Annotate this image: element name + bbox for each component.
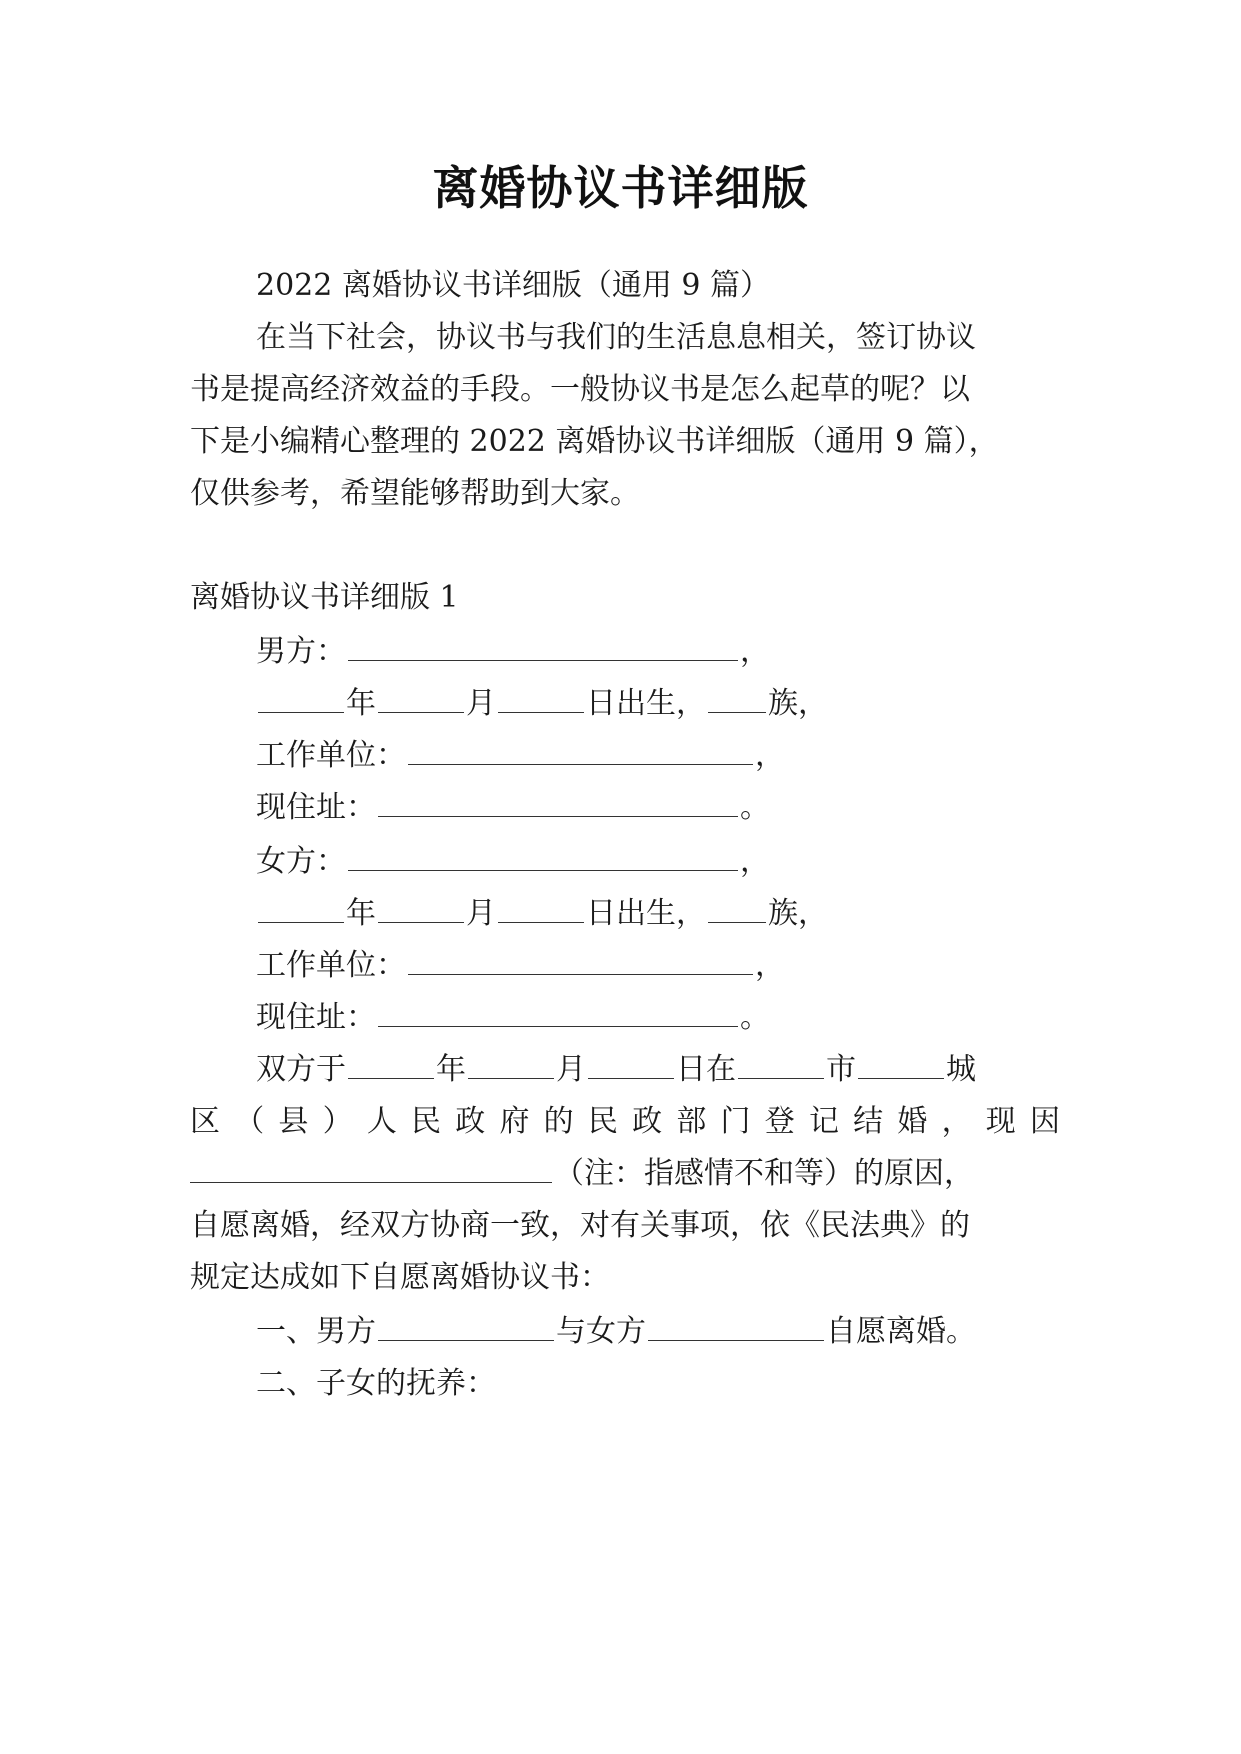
year-label: 年 <box>346 896 376 931</box>
day-blank <box>588 1052 674 1079</box>
work-blank <box>408 738 753 765</box>
intro-line-1: 在当下社会，协议书与我们的生活息息相关，签订协议 <box>256 320 976 355</box>
address-label: 现住址： <box>256 1000 376 1035</box>
district-blank <box>858 1052 944 1079</box>
marriage-line-3 <box>190 1154 974 1194</box>
year-blank <box>258 686 344 713</box>
address-blank <box>378 1000 738 1027</box>
district-label: 城 <box>946 1052 976 1087</box>
clause1-man: 一、男方 <box>256 1314 376 1349</box>
punct: ， <box>755 948 785 983</box>
intro-line-4: 仅供参考，希望能够帮助到大家。 <box>190 476 640 511</box>
month-label: 月 <box>466 896 496 931</box>
woman-name-blank <box>348 844 738 871</box>
day-birth-label: 日出生， <box>586 686 706 721</box>
year-label: 年 <box>436 1052 466 1087</box>
man-name-row <box>256 632 770 672</box>
woman-birth-row <box>256 894 828 934</box>
month-label: 月 <box>466 686 496 721</box>
clause-1 <box>256 1312 976 1352</box>
month-label: 月 <box>556 1052 586 1087</box>
address-label: 现住址： <box>256 790 376 825</box>
day-blank <box>498 896 584 923</box>
year-blank <box>348 1052 434 1079</box>
marriage-line-2: 区（县）人民政府的民政部门登记结婚，现因 <box>190 1104 1060 1139</box>
punct: ， <box>740 844 770 879</box>
ethnic-blank <box>708 896 766 923</box>
marriage-start: 双方于 <box>256 1052 346 1087</box>
month-blank <box>378 686 464 713</box>
clause-2: 二、子女的抚养： <box>256 1366 496 1401</box>
punct: 。 <box>740 1000 770 1035</box>
intro-line-3: 下是小编精心整理的 2022 离婚协议书详细版（通用 9 篇）， <box>190 424 999 459</box>
man-name-blank <box>348 634 738 661</box>
reason-note: （注：指感情不和等）的原因， <box>554 1156 974 1191</box>
ethnic-blank <box>708 686 766 713</box>
ethnic-label: 族， <box>768 686 828 721</box>
ethnic-label: 族， <box>768 896 828 931</box>
day-birth-label: 日出生， <box>586 896 706 931</box>
man-label: 男方： <box>256 634 346 669</box>
city-blank <box>738 1052 824 1079</box>
woman-work-row <box>256 946 785 986</box>
clause1-woman: 与女方 <box>556 1314 646 1349</box>
day-at-label: 日在 <box>676 1052 736 1087</box>
woman-label: 女方： <box>256 844 346 879</box>
subtitle: 2022 离婚协议书详细版（通用 9 篇） <box>256 268 771 303</box>
section-heading: 离婚协议书详细版 1 <box>190 580 459 615</box>
work-label: 工作单位： <box>256 738 406 773</box>
address-blank <box>378 790 738 817</box>
marriage-line-5: 规定达成如下自愿离婚协议书： <box>190 1260 610 1295</box>
reason-blank <box>190 1156 552 1183</box>
man-work-row <box>256 736 785 776</box>
work-blank <box>408 948 753 975</box>
punct: ， <box>755 738 785 773</box>
year-blank <box>258 896 344 923</box>
month-blank <box>468 1052 554 1079</box>
month-blank <box>378 896 464 923</box>
day-blank <box>498 686 584 713</box>
woman-blank <box>648 1314 824 1341</box>
man-address-row <box>256 788 770 828</box>
man-birth-row <box>256 684 828 724</box>
page-title: 离婚协议书详细版 <box>432 161 809 215</box>
marriage-line-1 <box>256 1050 976 1090</box>
marriage-line-4: 自愿离婚，经双方协商一致，对有关事项，依《民法典》的 <box>190 1208 970 1243</box>
woman-name-row <box>256 842 770 882</box>
punct: ， <box>740 634 770 669</box>
clause1-end: 自愿离婚。 <box>826 1314 976 1349</box>
year-label: 年 <box>346 686 376 721</box>
punct: 。 <box>740 790 770 825</box>
woman-address-row <box>256 998 770 1038</box>
intro-line-2: 书是提高经济效益的手段。一般协议书是怎么起草的呢？以 <box>190 372 970 407</box>
man-blank <box>378 1314 554 1341</box>
work-label: 工作单位： <box>256 948 406 983</box>
city-label: 市 <box>826 1052 856 1087</box>
